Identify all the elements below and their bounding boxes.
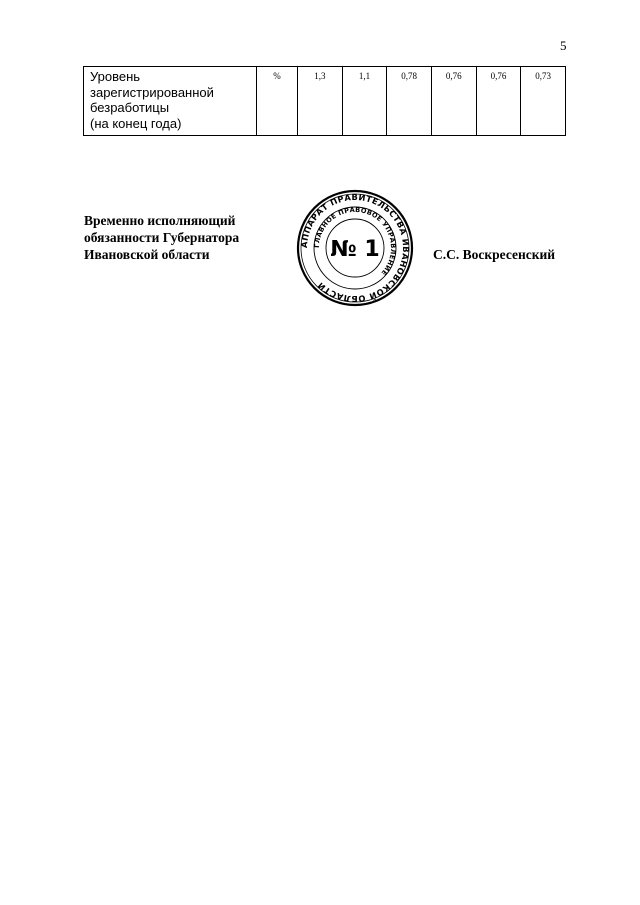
position-line: обязанности Губернатора [84, 230, 240, 245]
seal-inner-text: ГЛАВНОЕ ПРАВОВОЕ УПРАВЛЕНИЕ [312, 205, 398, 277]
page-number: 5 [560, 38, 567, 53]
indicator-name-line: (на конец года) [90, 115, 182, 131]
indicator-name-line: зарегистрированной [90, 84, 214, 100]
table-row [84, 67, 566, 136]
seal-outer-text: АППАРАТ ПРАВИТЕЛЬСТВА ИВАНОВСКОЙ ОБЛАСТИ [298, 191, 412, 305]
indicator-table [83, 66, 566, 136]
value-cell: 1,1 [342, 67, 387, 136]
official-seal [296, 189, 414, 307]
value-cell: 1,3 [298, 67, 343, 136]
unit-cell: % [257, 67, 298, 136]
signatory-name: С.С. Воскресенский [433, 247, 556, 262]
seal-center-text: № 1 [330, 237, 380, 262]
indicator-name-cell [84, 67, 257, 136]
value-cell: 0,73 [521, 67, 566, 136]
indicator-name-line: Уровень [90, 69, 141, 84]
position-line: Временно исполняющий [84, 213, 236, 228]
value-cell: 0,76 [476, 67, 521, 136]
value-cell: 0,78 [387, 67, 432, 136]
signatory-position [84, 212, 239, 263]
value-cell: 0,76 [431, 67, 476, 136]
indicator-name-line: безработицы [90, 100, 170, 115]
position-line: Ивановской области [84, 247, 210, 262]
